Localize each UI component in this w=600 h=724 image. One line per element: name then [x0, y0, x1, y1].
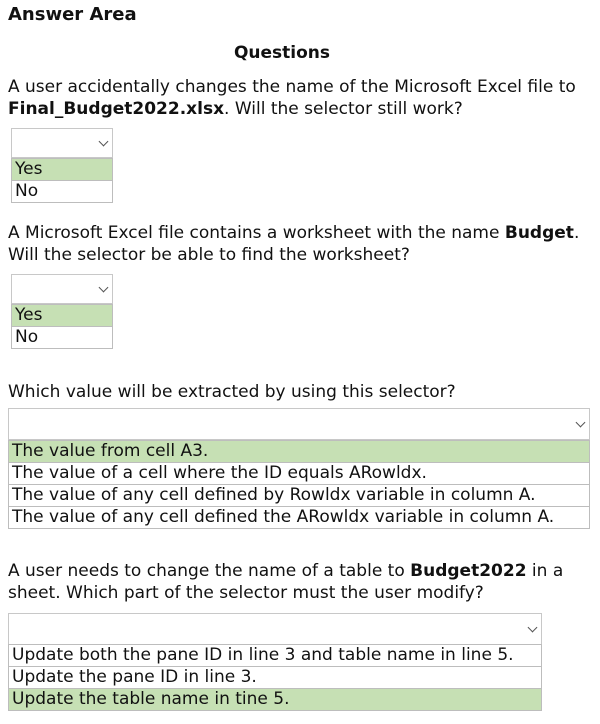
option-pane-and-table[interactable]: Update both the pane ID in line 3 and table name in line 5.: [9, 644, 541, 666]
question-1-options: [11, 158, 113, 203]
option-arowldx-variable[interactable]: The value of any cell defined the ARowldx variable in column A.: [9, 506, 589, 528]
option-id-equals-arowldx[interactable]: The value of a cell where the ID equals ARowldx.: [9, 462, 589, 484]
question-3-text: Which value will be extracted by using this selector?: [8, 382, 456, 402]
option-rowldx-variable[interactable]: The value of any cell defined by Rowldx variable in column A.: [9, 484, 589, 506]
question-2-dropdown[interactable]: [11, 274, 113, 304]
chevron-down-icon: [576, 418, 586, 428]
answer-area-title: Answer Area: [8, 4, 137, 25]
question-4-dropdown[interactable]: [8, 613, 542, 645]
question-1-dropdown[interactable]: [11, 128, 113, 158]
question-2-options: [11, 304, 113, 349]
option-cell-a3[interactable]: The value from cell A3.: [9, 440, 589, 462]
option-no[interactable]: No: [12, 326, 112, 348]
question-4-options: [8, 644, 542, 711]
option-pane-id[interactable]: Update the pane ID in line 3.: [9, 666, 541, 688]
option-yes[interactable]: Yes: [12, 158, 112, 180]
chevron-down-icon: [528, 623, 538, 633]
questions-heading: Questions: [233, 43, 331, 63]
chevron-down-icon: [99, 283, 109, 293]
chevron-down-icon: [99, 137, 109, 147]
option-table-name[interactable]: Update the table name in tine 5.: [9, 688, 541, 710]
question-4-text: A user needs to change the name of a table to Budget2022 in a sheet. Which part of the selector must the user modify?: [8, 561, 564, 603]
question-3-dropdown[interactable]: [8, 408, 590, 440]
question-1-text: A user accidentally changes the name of the Microsoft Excel file to Final_Budget2022.xlsx. Will the selector still work?: [8, 77, 576, 119]
option-no[interactable]: No: [12, 180, 112, 202]
question-3-options: [8, 440, 590, 529]
question-2-text: A Microsoft Excel file contains a worksheet with the name Budget. Will the selector be able to find the worksheet?: [8, 223, 580, 265]
option-yes[interactable]: Yes: [12, 304, 112, 326]
